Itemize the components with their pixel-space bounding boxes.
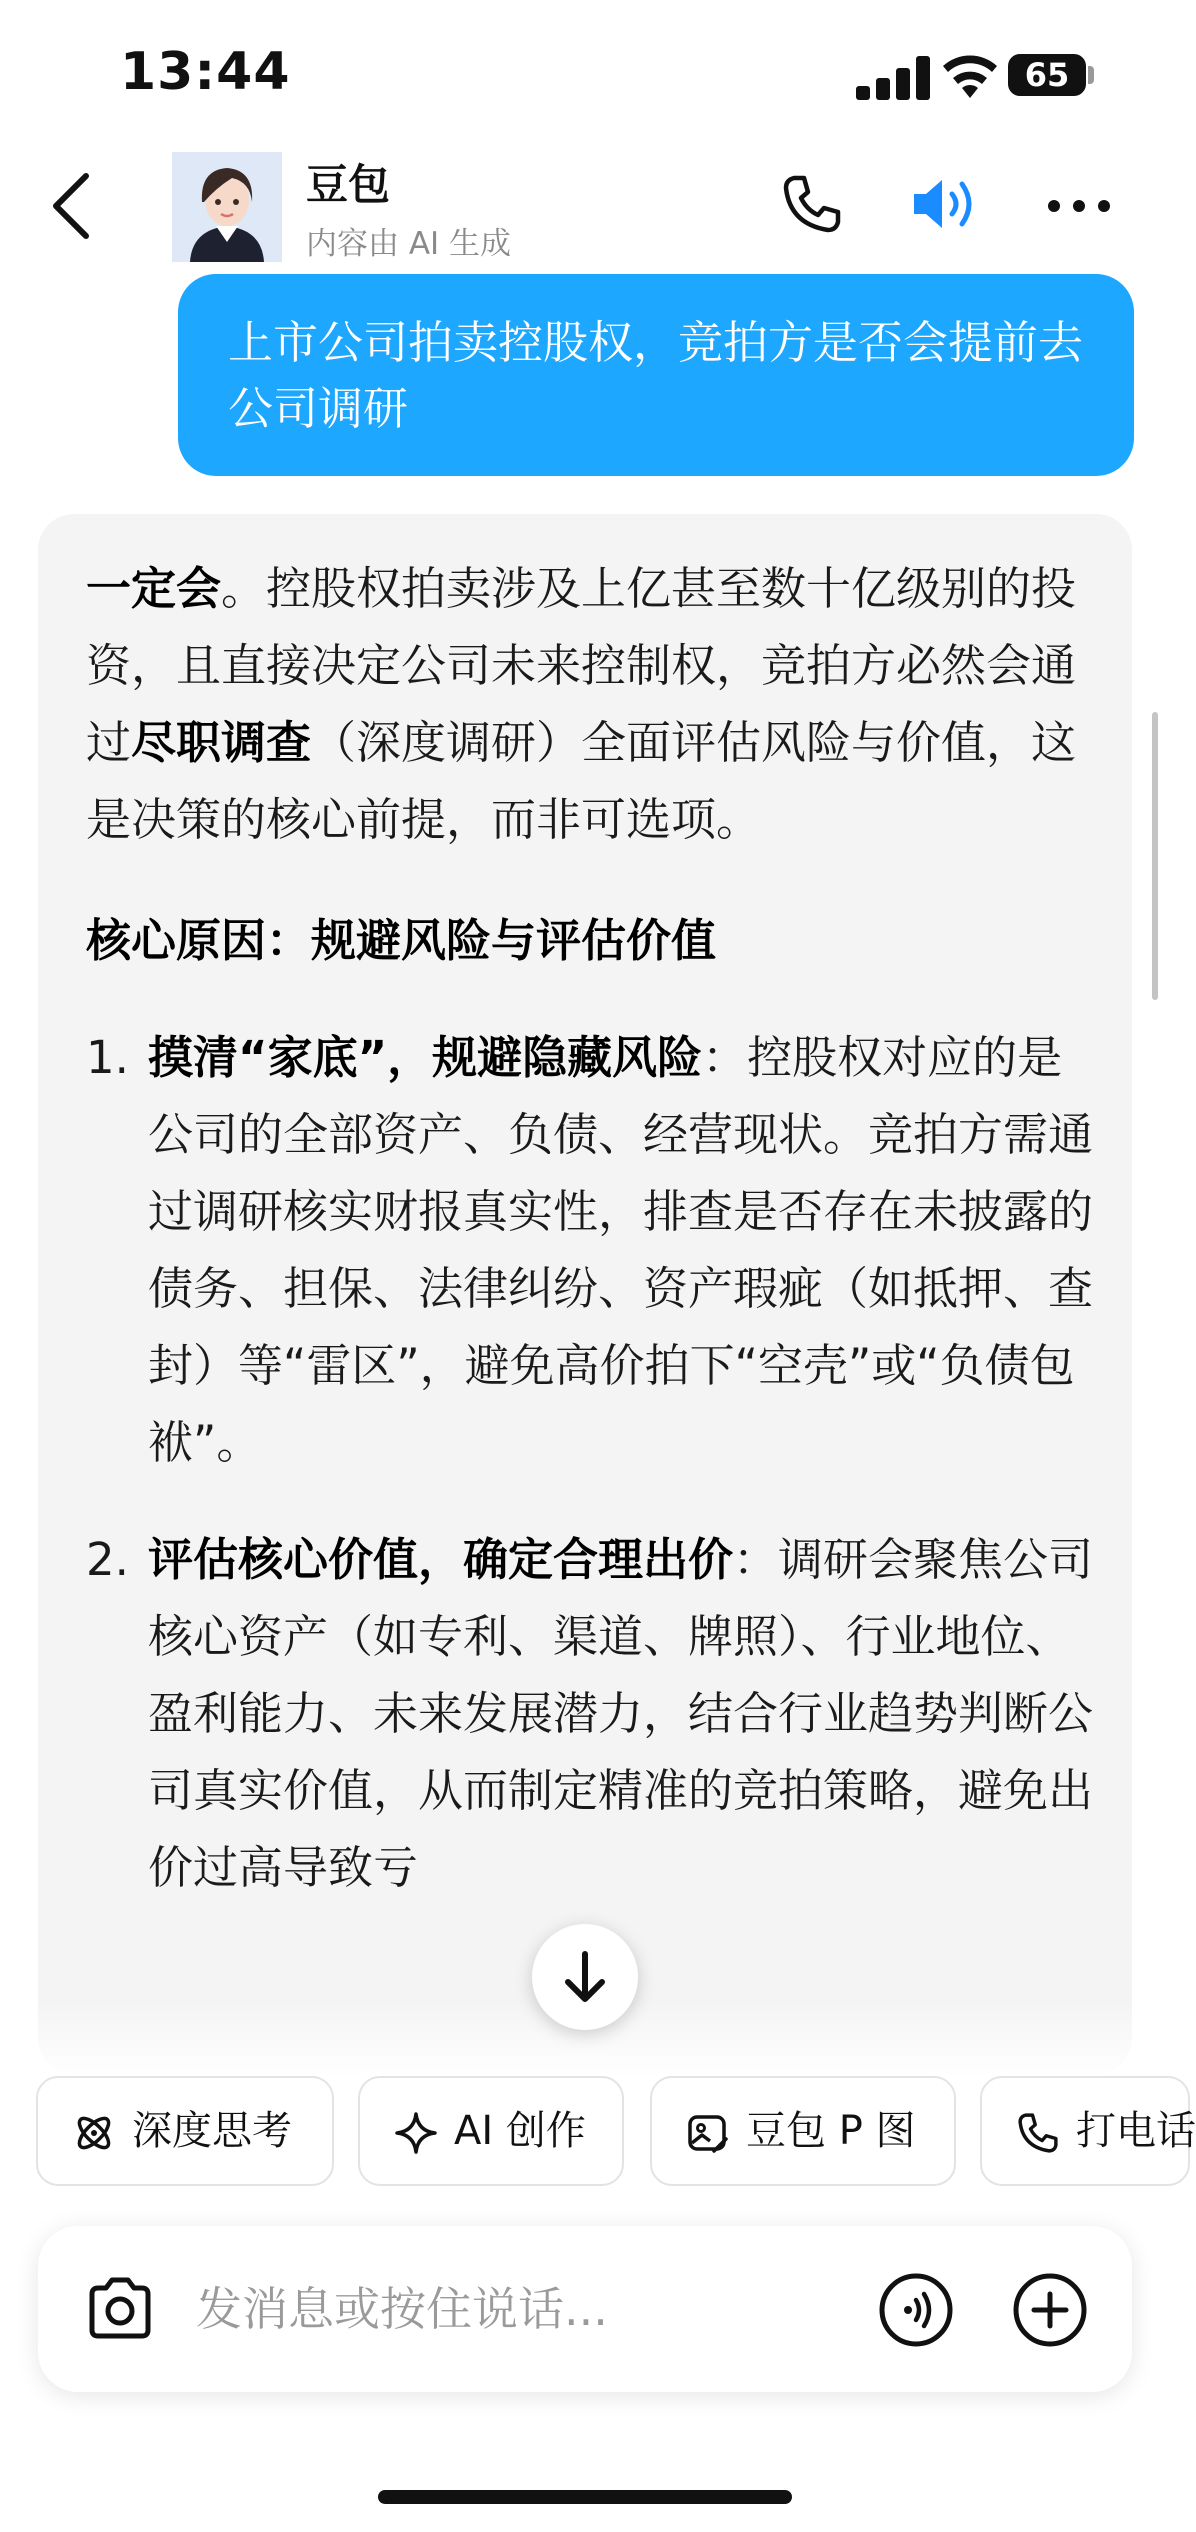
ai-intro-paragraph: [86, 550, 1106, 858]
speaker-icon[interactable]: [910, 172, 982, 236]
chip-label: 深度思考: [132, 2108, 292, 2154]
chip-phone-call[interactable]: [980, 2076, 1196, 2186]
ai-intro-bold-2: 尽职调查: [131, 716, 312, 769]
back-arrow-icon[interactable]: [48, 170, 98, 242]
camera-icon[interactable]: [84, 2274, 156, 2344]
scroll-to-bottom-button[interactable]: [532, 1924, 638, 2030]
user-message-bubble[interactable]: [178, 274, 1134, 476]
atom-icon: [72, 2111, 116, 2155]
list-number: 2.: [86, 1533, 129, 1586]
chip-ai-create[interactable]: [358, 2076, 624, 2186]
ai-message-card[interactable]: [38, 514, 1132, 2074]
phone-icon[interactable]: [780, 172, 844, 236]
chip-label: 打电话: [1076, 2108, 1196, 2154]
home-indicator[interactable]: [378, 2490, 792, 2504]
voice-input-icon[interactable]: [878, 2272, 954, 2348]
chip-label: 豆包 P 图: [746, 2108, 916, 2154]
list-item-text: ：控股权对应的是公司的全部资产、负债、经营现状。竞拍方需通过调研核实财报真实性，排查是否存在未披露的债务、担保、法律纠纷、资产瑕疵（如抵押、查封）等“雷区”，避免高价拍下“空壳”或“负债包袱”。: [148, 1031, 1094, 1469]
wifi-icon: [940, 52, 1000, 100]
more-options-icon[interactable]: [1044, 196, 1114, 216]
list-item-title: 评估核心价值，确定合理出价: [148, 1533, 734, 1586]
list-item-title: 摸清“家底”，规避隐藏风险: [148, 1031, 703, 1084]
message-input[interactable]: 发消息或按住说话...: [196, 2282, 608, 2336]
battery-tip: [1088, 66, 1094, 84]
image-edit-icon: [686, 2111, 730, 2155]
ai-message-content: [86, 550, 1106, 1906]
battery-icon: 65: [1008, 54, 1086, 96]
list-number: 1.: [86, 1031, 129, 1084]
sparkle-icon: [394, 2111, 438, 2155]
add-icon[interactable]: [1012, 2272, 1088, 2348]
message-input-bar: [38, 2226, 1132, 2392]
chat-title: 豆包: [306, 160, 391, 209]
status-bar: [0, 0, 1170, 150]
ai-intro-text-a: 。控股权拍卖涉及上亿甚至数十亿级别的投资，且直接决定公司未来控制权，竞拍方必然会通过: [86, 562, 1077, 769]
chip-deep-thinking[interactable]: [36, 2076, 334, 2186]
chip-label: AI 创作: [454, 2108, 586, 2154]
list-item: [86, 1521, 1106, 1906]
list-item-text: ：调研会聚焦公司核心资产（如专利、渠道、牌照）、行业地位、盈利能力、未来发展潜力，结合行业趋势判断公司真实价值，从而制定精准的竞拍策略，避免出价过高导致亏: [148, 1533, 1094, 1894]
scrollbar-thumb[interactable]: [1152, 712, 1158, 1000]
ai-intro-bold: 一定会: [86, 562, 222, 615]
list-item: [86, 1019, 1106, 1481]
ai-section-heading: 核心原因：规避风险与评估价值: [86, 914, 717, 967]
cellular-signal-icon: [856, 56, 932, 100]
phone-icon: [1016, 2111, 1060, 2155]
chip-image-edit[interactable]: [650, 2076, 956, 2186]
status-time: 13:44: [120, 42, 291, 102]
ai-intro-text-b: （深度调研）全面评估风险与价值，这是决策的核心前提，而非可选项。: [86, 716, 1077, 846]
arrow-down-icon: [532, 1924, 638, 2030]
chat-subtitle: 内容由 AI 生成: [306, 226, 512, 262]
user-message-text: 上市公司拍卖控股权，竞拍方是否会提前去公司调研: [228, 316, 1084, 435]
avatar[interactable]: [172, 152, 282, 262]
